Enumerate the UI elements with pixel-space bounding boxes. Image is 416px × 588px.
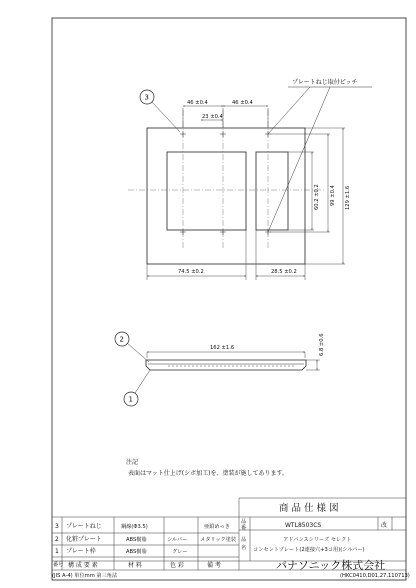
hinmei-line-2: コンセントプレート(2連接穴+3コ用)(シルバー)	[253, 547, 365, 553]
dim-6-8: 6.8 ±0.6	[319, 333, 325, 356]
row-3-part: プレートねじ	[66, 523, 102, 530]
row-2-remark: メタリック塗装	[200, 537, 237, 543]
row-2-part: 化粧プレート	[66, 536, 102, 543]
footer-left: (JIS A-4) 単位mm 第三角法	[52, 573, 118, 579]
pitch-label: プレートねじ取付ピッチ	[292, 79, 358, 86]
sheet-border	[52, 18, 406, 580]
dim-46-left: 46 ±0.4	[187, 100, 208, 106]
hinban-value: WTL8503CS	[285, 522, 322, 529]
footer-right: (HKC0410,D01,27,110713)	[340, 573, 410, 579]
col-header-part: 構 成 要 素	[68, 562, 98, 569]
col-header-material: 材 料	[128, 562, 142, 569]
note-title: 注記	[126, 459, 139, 466]
row-3-no: 3	[55, 523, 59, 530]
row-1-material: ABS樹脂	[126, 549, 147, 555]
col-header-remark: 備 考	[207, 562, 221, 569]
outlet-opening-left	[167, 152, 246, 230]
hinmei-label-2: 名	[241, 545, 247, 551]
side-view	[115, 332, 325, 406]
hinmei-label-1: 品	[241, 537, 247, 543]
row-2-color: シルバー	[167, 537, 188, 543]
row-2-material: ABS樹脂	[126, 537, 147, 543]
hinban-label-1: 品	[241, 519, 247, 525]
dim-162: 162 ±1.6	[210, 345, 235, 351]
col-header-color: 色 彩	[170, 562, 184, 569]
front-view	[128, 78, 372, 280]
col-header-no: 番号	[53, 562, 64, 568]
callout-3-number: 3	[144, 93, 149, 102]
dim-74-5: 74.5 ±0.2	[178, 269, 204, 275]
row-1-color: グレー	[172, 549, 188, 555]
row-3-remark: 亜鉛めっき	[204, 524, 230, 530]
hinban-label-2: 番	[241, 525, 247, 531]
row-1-no: 1	[55, 548, 59, 555]
dim-129: 129 ±1.6	[345, 185, 351, 210]
outlet-opening-right	[256, 152, 288, 230]
hinmei-line-1: アドバンスシリーズ セレクト	[283, 537, 352, 543]
row-2-no: 2	[55, 536, 59, 543]
dim-23: 23 ±0.4	[202, 114, 223, 120]
kai-label: 改	[381, 522, 388, 529]
callout-2-number: 2	[119, 335, 124, 344]
company-name: パナソニック株式会社	[276, 559, 386, 572]
dim-99: 99 ±0.4	[330, 185, 336, 206]
dim-60-2: 60.2 ±0.2	[314, 184, 320, 210]
title-block-header: 商 品 仕 様 図	[279, 503, 339, 514]
plate-outline	[147, 128, 305, 264]
dim-28-5: 28.5 ±0.2	[271, 269, 297, 275]
dim-46-right: 46 ±0.4	[232, 100, 253, 106]
side-profile	[146, 360, 306, 370]
row-3-material: 鋼線(Φ3.5)	[121, 524, 148, 530]
row-1-part: プレート枠	[66, 548, 96, 555]
callout-1-number: 1	[128, 395, 133, 404]
screw-marks	[180, 131, 271, 235]
note-text: 表面はマット仕上げ(シボ加工)を、塗装が施してあります。	[128, 470, 288, 477]
